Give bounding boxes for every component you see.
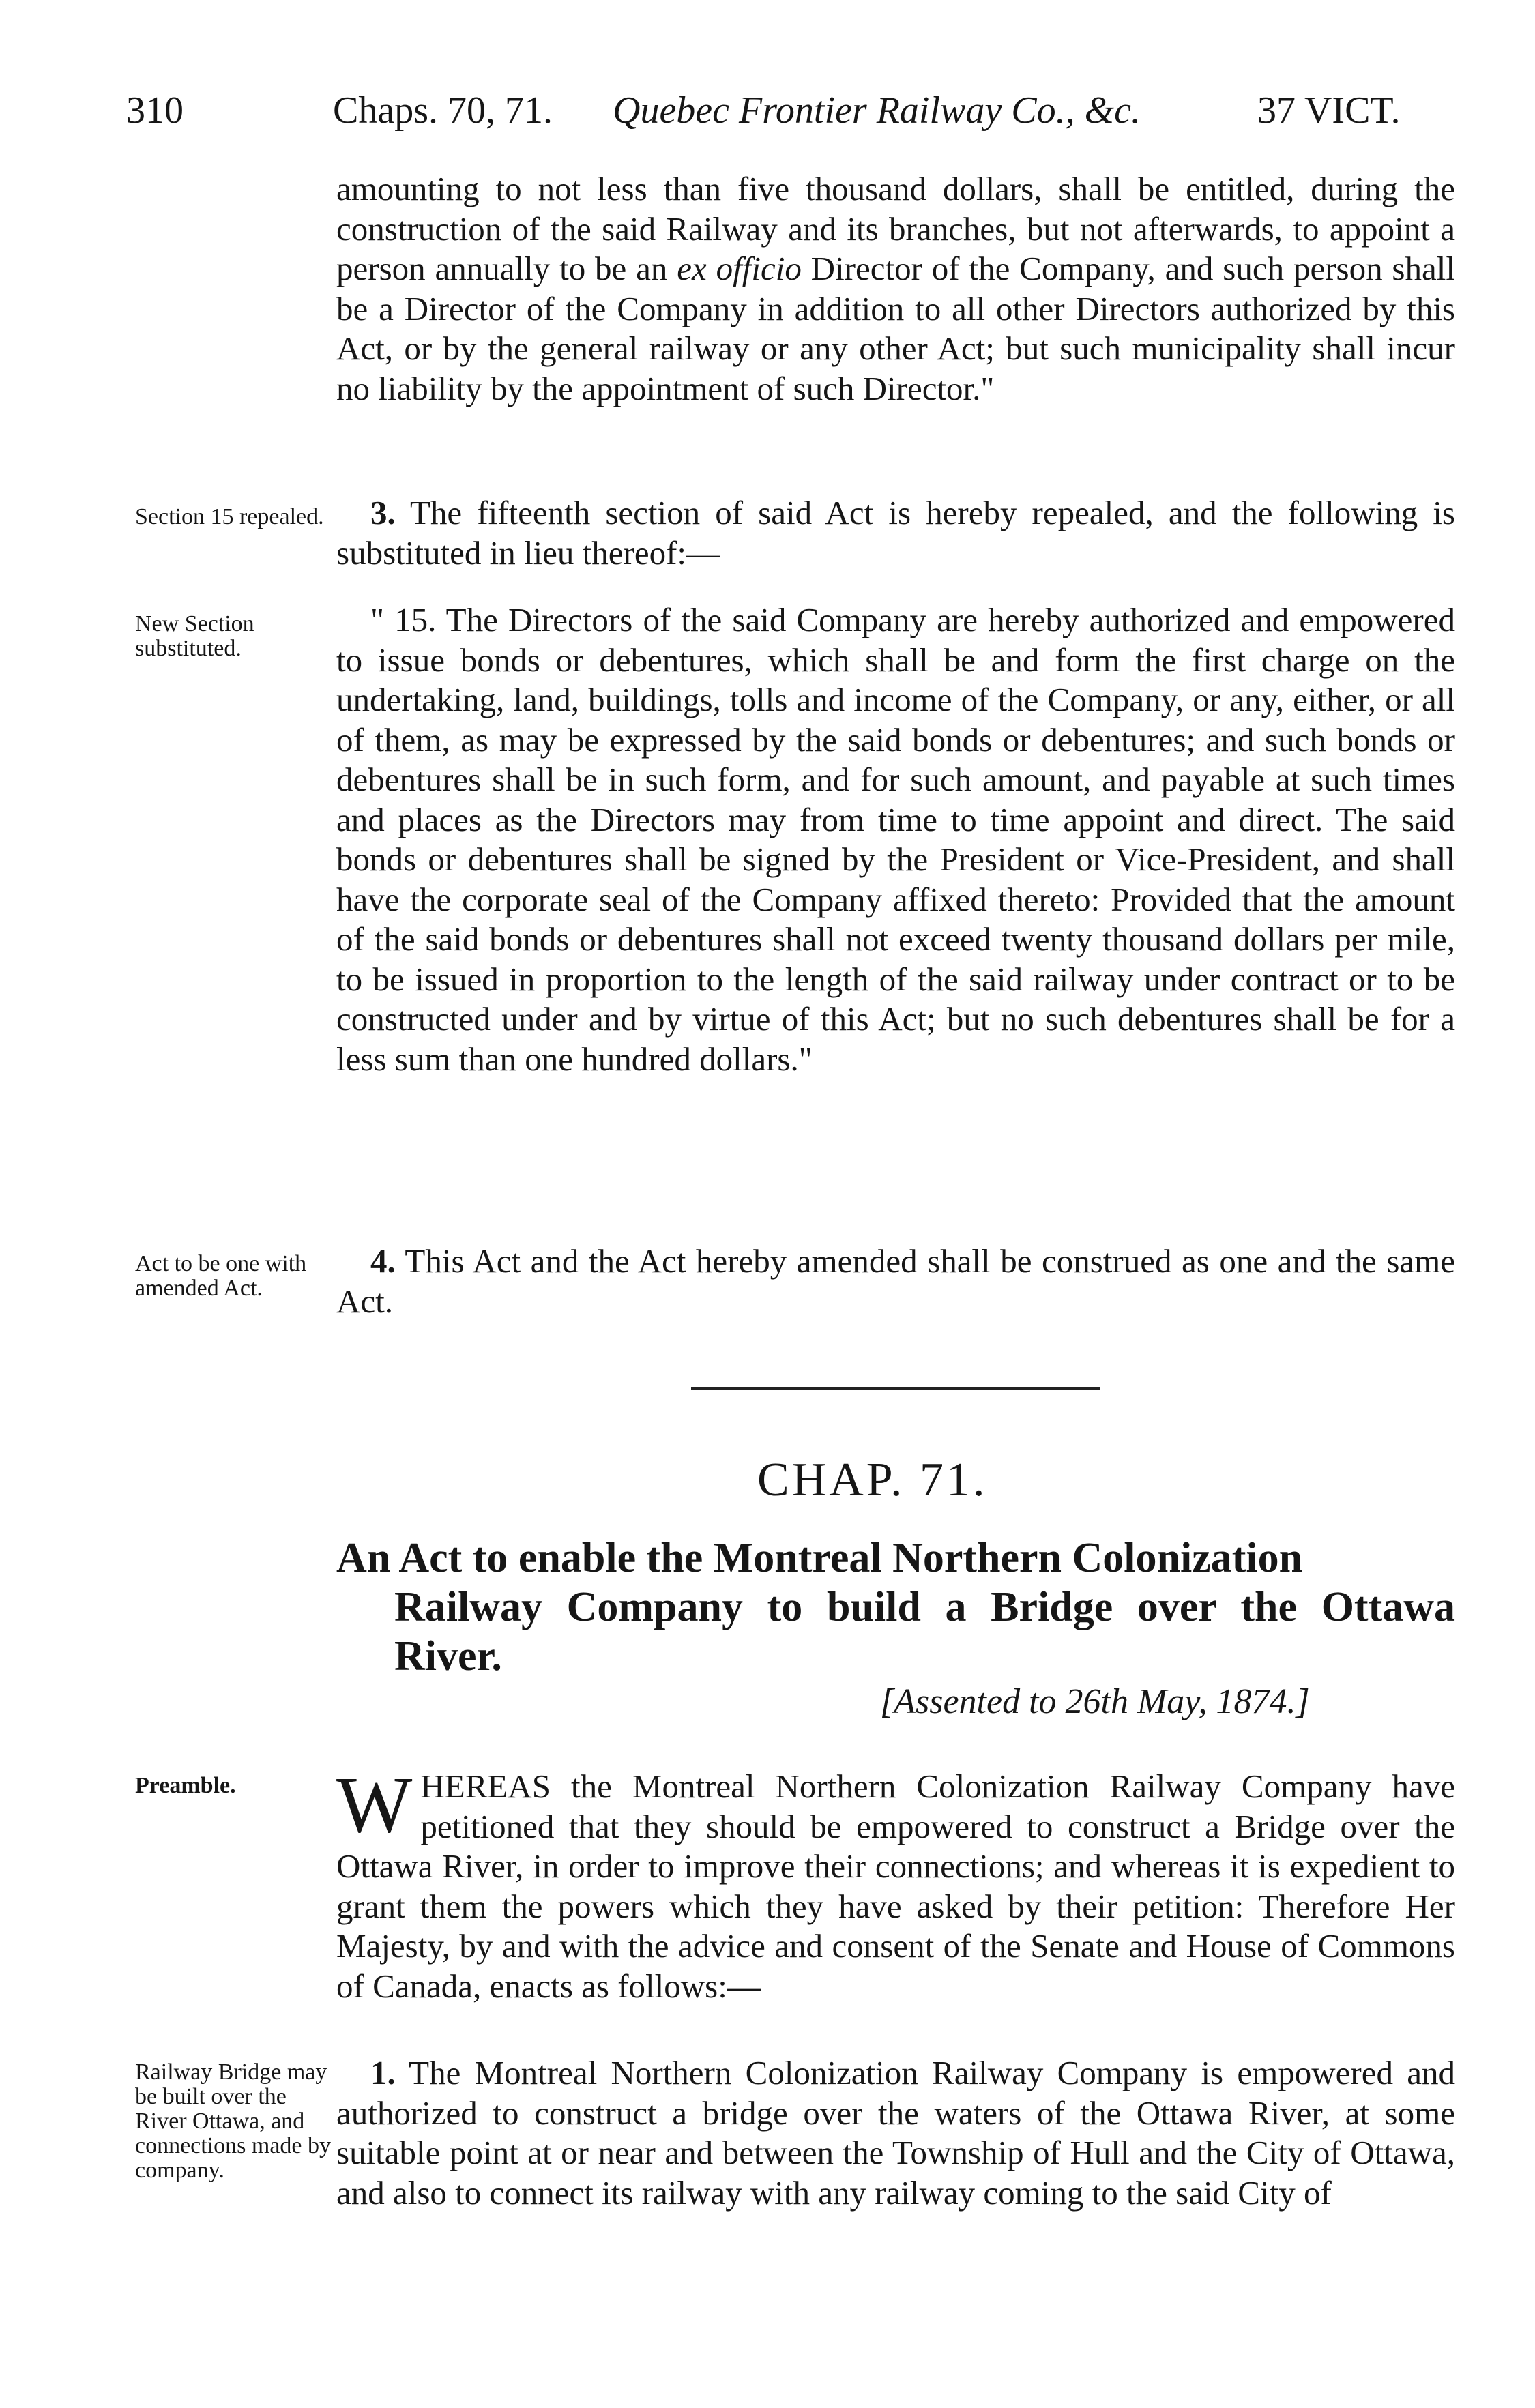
marginal-note-act-to-be-one: Act to be one with amended Act.	[135, 1251, 307, 1301]
act-title-line-1: An Act to enable the Montreal Northern Colonization	[336, 1535, 1303, 1581]
act-title-line-2: Railway Company to build a Bridge over the Ottawa River.	[394, 1584, 1455, 1679]
preamble-text: HEREAS the Montreal Northern Colonization Railway Company have petitioned that they should be empowered to construct a Bridge over the Ottawa River, in order to improve their connections; and whereas it is expedient to grant them the powers which they have asked by their petition: Therefore Her Majesty, by and with the advice and consent of the Senate and House of Commons of Canada, enacts as follows:—	[336, 1767, 1455, 2005]
continuation-text-b: Director of the Company, and such person shall be a Director of the Company in addition to all other Directors authorized by this Act, or by the general railway or any other Act; but such municipality shall incur no liability by the appointment of such Director."	[336, 250, 1455, 407]
assent-date: [Assented to 26th May, 1874.]	[880, 1682, 1310, 1721]
page-number: 310	[126, 89, 184, 132]
act-title	[336, 1533, 1455, 1681]
section-1-paragraph	[336, 2053, 1455, 2213]
section-divider	[691, 1387, 1100, 1390]
continuation-text-a: amounting to not less than five thousand dollars, shall be entitled, during the construction of the said Railway and its branches, but not afterwards, to appoint a person annually to be an	[336, 170, 1455, 287]
marginal-note-new-section: New Section substituted.	[135, 611, 254, 661]
section-3-number: 3.	[370, 494, 396, 531]
running-header	[0, 89, 1535, 143]
marginal-note-railway-bridge: Railway Bridge may be built over the River Ottawa, and connections made by company.	[135, 2059, 332, 2183]
section-15-paragraph	[336, 600, 1455, 1079]
section-4-text: This Act and the Act hereby amended shall be construed as one and the same Act.	[336, 1242, 1455, 1320]
section-4-paragraph	[336, 1242, 1455, 1321]
section-3-paragraph	[336, 493, 1455, 573]
continuation-paragraph	[336, 169, 1455, 409]
marginal-note-preamble: Preamble.	[135, 1773, 236, 1798]
ex-officio-term: ex officio	[677, 250, 802, 287]
section-4-number: 4.	[370, 1242, 396, 1280]
preamble-paragraph	[336, 1760, 1455, 2006]
section-1-number: 1.	[370, 2054, 396, 2091]
regnal-year: 37 VICT.	[1257, 89, 1401, 132]
section-3-text: The fifteenth section of said Act is hereby repealed, and the following is substituted in lieu thereof:—	[336, 494, 1455, 572]
drop-cap: W	[336, 1760, 413, 1849]
chapter-reference: Chaps. 70, 71.	[333, 89, 553, 132]
marginal-note-section-15-repealed: Section 15 repealed.	[135, 504, 324, 529]
section-1-text: The Montreal Northern Colonization Railway Company is empowered and authorized to construct a bridge over the waters of the Ottawa River, at some suitable point at or near and between the Township of Hull and the City of Ottawa, and also to connect its railway with any railway coming to the said City of	[336, 2054, 1455, 2212]
section-15-text: " 15. The Directors of the said Company are hereby authorized and empowered to issue bonds or debentures, which shall be and form the first charge on the undertaking, land, buildings, tolls and income of the Company, or any, either, or all of them, as may be expressed by the said bonds or debentures; and such bonds or debentures shall be in such form, and for such amount, and payable at such times and places as the Directors may from time to time appoint and direct. The said bonds or debentures shall be signed by the President or Vice-President, and shall have the corporate seal of the Company affixed thereto: Provided that the amount of the said bonds or debentures shall not exceed twenty thousand dollars per mile, to be issued in proportion to the length of the said railway under contract or to be constructed under and by virtue of this Act; but no such debentures shall be for a less sum than one hundred dollars."	[336, 601, 1455, 1078]
chapter-heading: CHAP. 71.	[757, 1454, 988, 1506]
running-title: Quebec Frontier Railway Co., &c.	[613, 89, 1141, 132]
